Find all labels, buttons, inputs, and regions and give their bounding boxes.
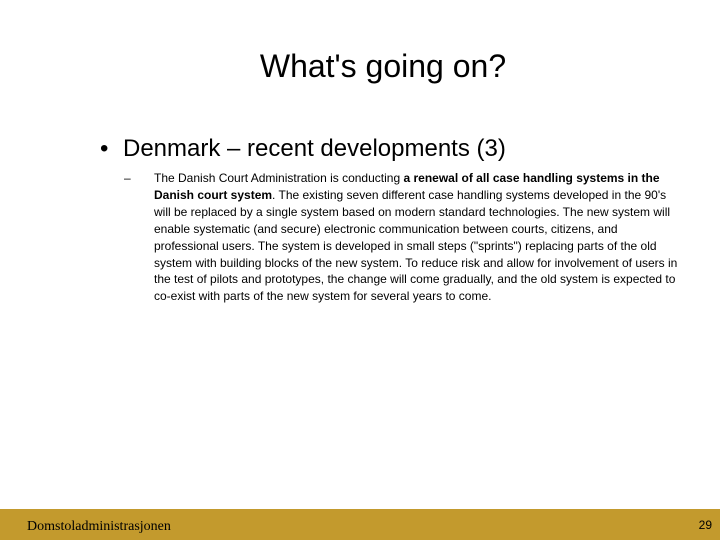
bullet-text: Denmark – recent developments (3) [123, 135, 506, 162]
bullet-marker: • [100, 135, 109, 162]
slide-title: What's going on? [259, 48, 507, 84]
sub-bullet-marker: – [124, 171, 131, 185]
footer-organization: Domstoladministrasjonen [27, 519, 171, 534]
sub-bullet-intro: The Danish Court Administration is conducting [154, 171, 404, 185]
page-number: 29 [698, 518, 712, 532]
sub-bullet-paragraph [154, 170, 684, 305]
sub-bullet-rest: . The existing seven different case handling systems developed in the 90's will be replaced by a single system based on modern standard technologies. The new system will enable systematic (and secure) electronic communication between courts, citizens, and professional users. The system is developed in small steps ("sprints") replacing parts of the old system with building blocks of the new system. To reduce risk and allow for involvement of users in the test of pilots and prototypes, the change will come gradually, and the old system is expected to co-exist with parts of the new system for several years to come. [154, 187, 678, 304]
footer-bar [0, 509, 720, 540]
sub-bullet-emphasis: a renewal of all case handling systems in the Danish court system [154, 171, 660, 202]
